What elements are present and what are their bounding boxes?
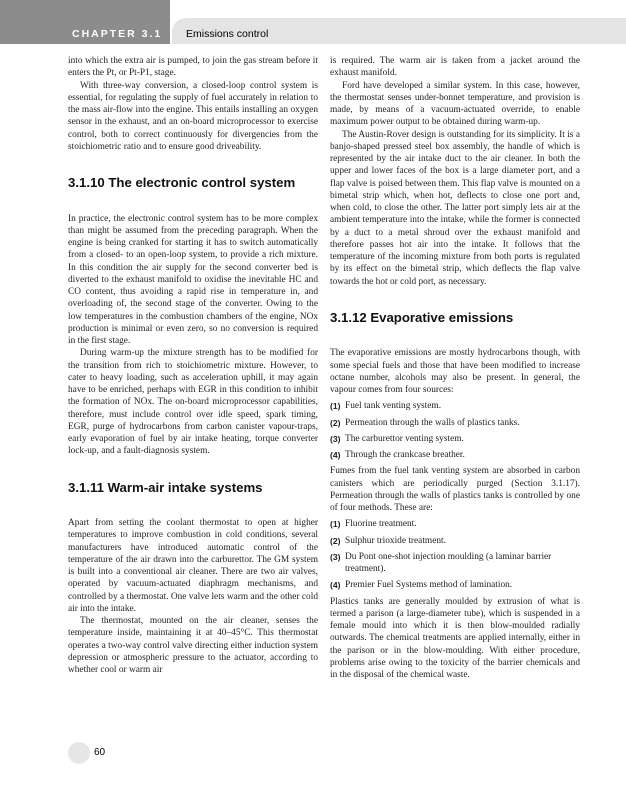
list-number: (4) [330, 580, 341, 591]
list-item [330, 449, 580, 461]
list-item [330, 518, 580, 530]
list-number: (3) [330, 551, 341, 562]
list-text: Fluorine treatment. [345, 519, 417, 530]
list-item [330, 535, 580, 547]
section-heading-3-1-10: 3.1.10 The electronic control system [68, 175, 296, 190]
list-number: (1) [330, 519, 341, 530]
list-text: The carburettor venting system. [345, 433, 464, 444]
page-number: 60 [94, 747, 106, 758]
paragraph: With three-way conversion, a closed-loop control system is essential, for regulating the supply of fuel accurately in relation to the mass air-flow into the engine. This entails installing an oxygen sensor in the exhaust, and an on-board microprocessor to exercise control, both to correct continuously for divergencies from the stoichiometric ratio and to ensure good driveability. [68, 80, 318, 152]
left-column [68, 55, 318, 676]
paragraph: The thermostat, mounted on the air cleaner, senses the temperature inside, maintaining it at 40–45°C. This thermostat operates a two-way control valve directing either induction system depression or atmospheric pressure to the actuator, according to whether cool or warm air [68, 616, 318, 675]
paragraph: Plastics tanks are generally moulded by extrusion of what is termed a parison (a large-diameter tube), which is suspended in a female mould into which it is then blow-moulded radially outwards. The chemical treatments are applied internally, either in the parison or in the blow-moulding. With either procedure, problems arise owing to the toxicity of the barrier chemicals and in the disposal of the chemical waste. [330, 596, 580, 680]
list-text: Premier Fuel Systems method of lamination. [345, 580, 513, 591]
methods-list [330, 518, 580, 591]
list-item [330, 433, 580, 445]
list-number: (4) [330, 450, 341, 460]
list-text: Sulphur trioxide treatment. [345, 535, 446, 546]
list-number: (2) [330, 417, 341, 428]
list-item [330, 417, 580, 429]
page-number-marker [68, 742, 90, 764]
list-item [330, 400, 580, 412]
list-item [330, 579, 580, 591]
list-number: (2) [330, 535, 341, 546]
list-item [330, 551, 580, 576]
chapter-label: CHAPTER 3.1 [72, 28, 163, 40]
paragraph: Apart from setting the coolant thermostat to open at higher temperatures to improve combustion in cold conditions, several manufacturers have introduced automatic control of the temperature of the air drawn into the carburettor. The GM system is built into a conventional air cleaner. There are two air valves, operated by vacuum-actuated diaphragm mechanisms, and controlled by a thermostat. One valve lets warm and the other cold air into the intake. [68, 518, 318, 614]
paragraph: During warm-up the mixture strength has to be modified for the transition from rich to stoichiometric mixture. However, to cater to heavy loading, such as acceleration uphill, it may again have to be enriched, perhaps with EGR in this condition to inhibit the formation of NOx. The on-board microprocessor capabilities, therefore, must include control over idle speed, spark timing, EGR, purge of hydrocarbons from carbon canister vapour-traps, early evaporation of fuel by air intake heating, torque converter lock-up, and a fault-diagnosis system. [68, 348, 318, 457]
right-column [330, 55, 580, 681]
list-text: Fuel tank venting system. [345, 401, 442, 412]
list-text: Through the crankcase breather. [345, 450, 465, 460]
paragraph: In practice, the electronic control system has to be more complex than might be assumed from the preceding paragraph. When the engine is being cranked for starting it has to switch automatically from a closed- to an open-loop system, to provide a rich mixture. In this condition the air supply for the second converter bed is diverted to the exhaust manifold to oxidise the inevitable HC and CO content, thus avoiding a rapid rise in temperature in, and overloading of, the second stage of the converter. Owing to the low temperatures in the combustion chambers of the engine, NOx production is minimal or even zero, so no conversion is required in the first stage. [68, 213, 318, 346]
paragraph: Ford have developed a similar system. In this case, however, the thermostat senses under-bonnet temperature, and provision is made, by means of a vacuum-actuated override, to enable maximum power output to be obtained during warm-up. [330, 80, 580, 128]
paragraph: is required. The warm air is taken from a jacket around the exhaust manifold. [330, 56, 580, 79]
list-number: (1) [330, 401, 341, 412]
list-text: Permeation through the walls of plastics tanks. [345, 417, 520, 428]
section-heading-3-1-11: 3.1.11 Warm-air intake systems [68, 479, 263, 495]
sources-list [330, 400, 580, 461]
list-text: Du Pont one-shot injection moulding (a laminar barrier treatment). [345, 551, 552, 574]
paragraph: into which the extra air is pumped, to join the gas stream before it enters the Pt, or Pt-P1, stage. [68, 56, 318, 79]
running-title: Emissions control [186, 28, 269, 40]
paragraph: Fumes from the fuel tank venting system are absorbed in carbon canisters which are periodically purged (Section 3.1.17). Permeation through the walls of plastics tanks is controlled by one of four methods. These are: [330, 466, 580, 513]
section-heading-3-1-12: 3.1.12 Evaporative emissions [330, 309, 514, 325]
page-header [0, 0, 626, 44]
paragraph: The evaporative emissions are mostly hydrocarbons though, with some special fuels and those that have been modified to increase octane number, alcohols may also be present. In general, the vapour comes from four sources: [330, 348, 580, 395]
paragraph: The Austin-Rover design is outstanding for its simplicity. It is a banjo-shaped pressed steel box assembly, the handle of which is represented by the air intake duct to the air cleaner. In both the upper and lower faces of the box is a large diameter port, and a flap valve is poised between them. This flap valve is mounted on a bimetal strip which, when hot, deflects to close one port and, when cold, to close the other. The latter port simply lets air at the ambient temperature into the intake, while the former is connected by a duct to a metal shroud over the exhaust manifold and therefore passes hot air into the intake. It follows that the temperature of the incoming mixture from both ports is regulated by its effect on the bimetal strip, which deflects the flap valve towards the hot or cold port, as necessary. [330, 129, 580, 287]
list-number: (3) [330, 433, 341, 444]
